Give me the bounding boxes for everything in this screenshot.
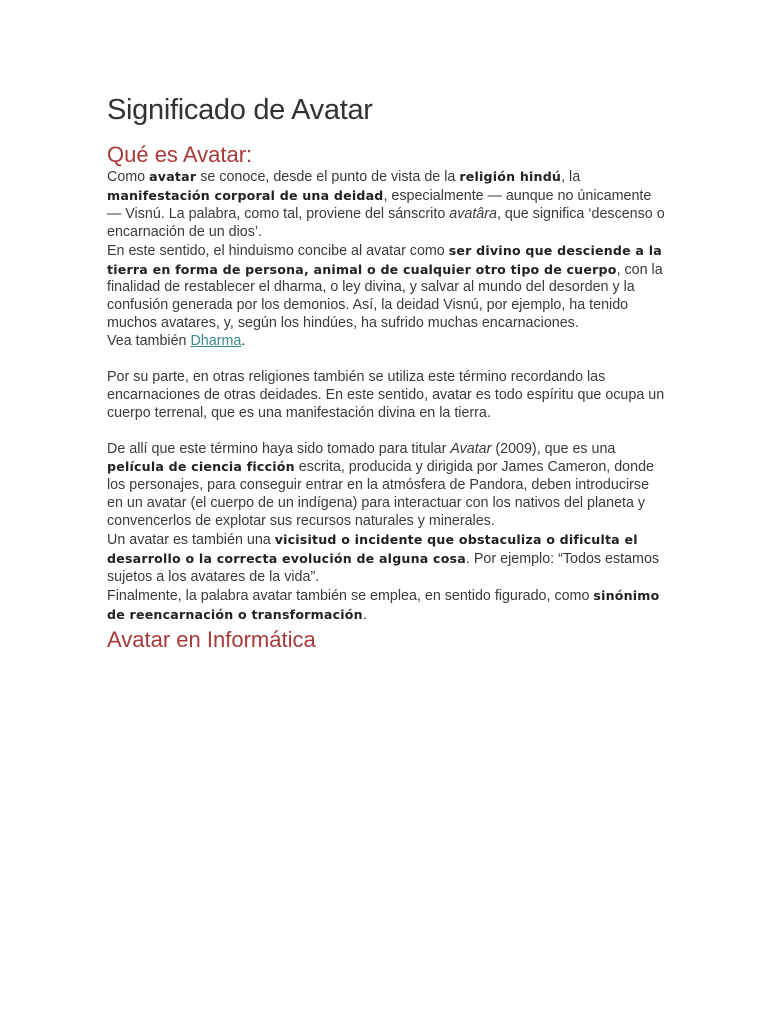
bold-term: manifestación corporal de una deidad (107, 187, 384, 203)
bold-term: avatar (149, 169, 197, 184)
text-span: Un avatar es también una (107, 532, 275, 549)
paragraph-film (107, 441, 667, 532)
text-span: Como (107, 169, 150, 185)
article (107, 92, 667, 653)
text-span: . (241, 333, 246, 350)
text-span: De allí que este término haya sido tomado para titular (107, 440, 451, 457)
paragraph-vicissitude (107, 531, 667, 587)
text-span: . Por ejemplo: “Todos estamos sujetos a los avatares de la vida”. (107, 551, 660, 585)
text-span: (2009), que es una (491, 440, 616, 457)
paragraph-other-religions: Por su parte, en otras religiones también se utiliza este término recordando las encarnaciones de otras deidades. En este sentido, avatar es todo espíritu que ocupa un cuerpo terrenal, que es una manifestación divina en la tierra. (107, 368, 665, 421)
bold-term: vicisitud o incidente que obstaculiza o dificulta el desarrollo o la correcta evolución de alguna cosa (107, 532, 638, 566)
bold-term: sinónimo de reencarnación o transformación (107, 587, 660, 622)
text-span: Vea también (107, 333, 191, 350)
paragraph-spacer (107, 423, 667, 441)
section-heading-informatica: Avatar en Informática (107, 626, 316, 652)
text-span: . (362, 606, 367, 623)
paragraph-figurative (107, 587, 667, 625)
text-span: , especialmente — aunque no únicamente — Visnú. La palabra, como tal, proviene del sánscrito (107, 187, 652, 222)
paragraph-hinduism (107, 242, 667, 334)
section-heading-que-es-avatar: Qué es Avatar: (107, 142, 253, 167)
text-span: , que significa ‘descenso o encarnación de un dios’. (107, 205, 665, 240)
paragraph-see-also (107, 333, 667, 351)
dharma-link[interactable]: Dharma (190, 333, 242, 350)
text-span: , la (561, 169, 581, 185)
paragraph-spacer (107, 351, 667, 369)
paragraph-definition (107, 168, 667, 242)
italic-term: avatâra (449, 205, 497, 222)
bold-term: película de ciencia ficción (107, 459, 295, 475)
bold-term: ser divino que desciende a la tierra en forma de persona, animal o de cualquier otro tipo de cuerpo (107, 242, 662, 277)
page-title: Significado de Avatar (107, 94, 373, 126)
text-span: Finalmente, la palabra avatar también se emplea, en sentido figurado, como (107, 587, 594, 604)
text-span: , con la finalidad de restablecer el dharma, o ley divina, y salvar al mundo del desorden y la confusión generada por los demonios. Así, la deidad Visnú, por ejemplo, ha tenido muchos avatares, y, según los hindúes, ha sufrido muchas encarnaciones. (107, 261, 663, 332)
bold-term: religión hindú (459, 169, 562, 184)
text-span: se conoce, desde el punto de vista de la (196, 169, 460, 185)
text-span: En este sentido, el hinduismo concibe al avatar como (107, 242, 449, 259)
text-span: escrita, producida y dirigida por James Cameron, donde los personajes, para conseguir entrar en la atmósfera de Pandora, deben introducirse en un avatar (el cuerpo de un indígena) para interactuar con los nativos del planeta y convencerlos de explotar sus recursos naturales y minerales. (107, 459, 654, 530)
italic-term: Avatar (450, 440, 492, 457)
